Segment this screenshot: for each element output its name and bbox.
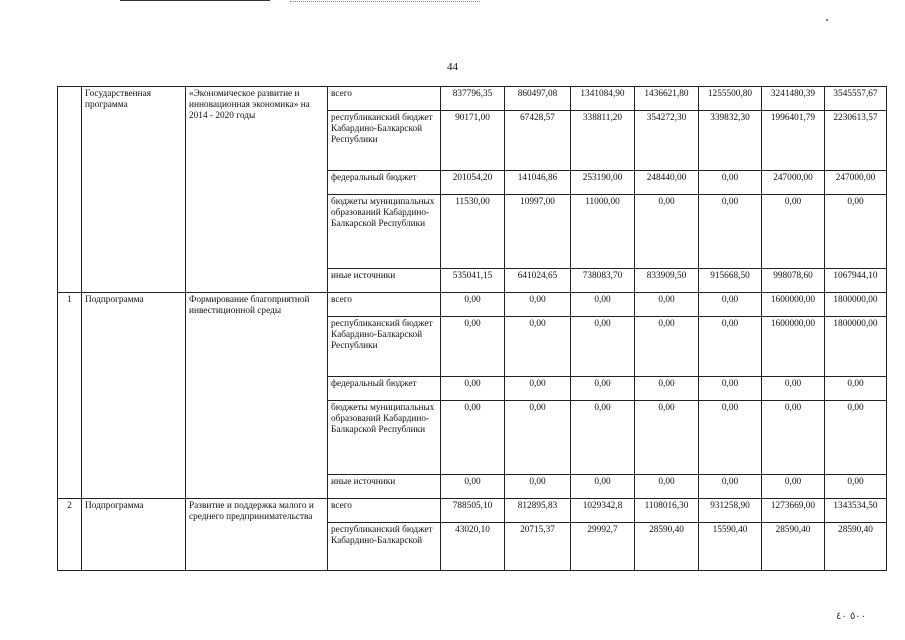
- amount-cell: 0,00: [825, 401, 887, 475]
- amount-cell: 0,00: [571, 377, 635, 401]
- amount-cell: 833909,50: [635, 269, 699, 293]
- amount-cell: 535041,15: [441, 269, 505, 293]
- amount-cell: 0,00: [505, 377, 571, 401]
- amount-cell: 0,00: [699, 195, 762, 269]
- amount-cell: 1800000,00: [825, 293, 887, 317]
- amount-cell: 0,00: [825, 475, 887, 499]
- amount-cell: 0,00: [762, 401, 825, 475]
- table-row: [58, 499, 887, 523]
- amount-cell: 860497,08: [505, 87, 571, 111]
- block-number: 2: [58, 499, 82, 571]
- amount-cell: 915668,50: [699, 269, 762, 293]
- funding-source: федеральный бюджет: [328, 377, 441, 401]
- funding-source: всего: [328, 87, 441, 111]
- amount-cell: 0,00: [825, 195, 887, 269]
- amount-cell: 0,00: [699, 377, 762, 401]
- amount-cell: 0,00: [635, 195, 699, 269]
- amount-cell: 20715,37: [505, 523, 571, 571]
- amount-cell: 0,00: [635, 293, 699, 317]
- handwritten-mark: ٥٠٠ ٤٠: [836, 611, 867, 622]
- funding-source: всего: [328, 293, 441, 317]
- amount-cell: 354272,30: [635, 111, 699, 171]
- amount-cell: 201054,20: [441, 171, 505, 195]
- amount-cell: 788505,10: [441, 499, 505, 523]
- amount-cell: 0,00: [699, 317, 762, 377]
- amount-cell: 738083,70: [571, 269, 635, 293]
- amount-cell: 0,00: [762, 475, 825, 499]
- amount-cell: 0,00: [635, 475, 699, 499]
- amount-cell: 90171,00: [441, 111, 505, 171]
- amount-cell: 0,00: [699, 475, 762, 499]
- amount-cell: 0,00: [441, 475, 505, 499]
- amount-cell: 0,00: [825, 377, 887, 401]
- funding-source: республиканский бюджет Кабардино-Балкарской: [328, 523, 441, 571]
- page-number: 44: [447, 61, 458, 73]
- amount-cell: 11530,00: [441, 195, 505, 269]
- amount-cell: 0,00: [635, 317, 699, 377]
- amount-cell: 338811,20: [571, 111, 635, 171]
- amount-cell: 812895,83: [505, 499, 571, 523]
- amount-cell: 0,00: [571, 401, 635, 475]
- amount-cell: 0,00: [762, 195, 825, 269]
- amount-cell: 931258,90: [699, 499, 762, 523]
- funding-table: [57, 86, 887, 571]
- amount-cell: 0,00: [635, 377, 699, 401]
- amount-cell: 67428,57: [505, 111, 571, 171]
- amount-cell: 0,00: [571, 475, 635, 499]
- amount-cell: 247000,00: [825, 171, 887, 195]
- speck: [826, 19, 828, 21]
- amount-cell: 0,00: [505, 317, 571, 377]
- amount-cell: 15590,40: [699, 523, 762, 571]
- amount-cell: 1800000,00: [825, 317, 887, 377]
- funding-source: иные источники: [328, 475, 441, 499]
- amount-cell: 1273669,00: [762, 499, 825, 523]
- block-name: Развитие и поддержка малого и среднего предпринимательства: [186, 499, 328, 571]
- amount-cell: 141046,86: [505, 171, 571, 195]
- funding-source: республиканский бюджет Кабардино-Балкарской Республики: [328, 111, 441, 171]
- amount-cell: 0,00: [699, 171, 762, 195]
- amount-cell: 1029342,8: [571, 499, 635, 523]
- funding-source: иные источники: [328, 269, 441, 293]
- amount-cell: 1255500,80: [699, 87, 762, 111]
- amount-cell: 1436621,80: [635, 87, 699, 111]
- block-name: Формирование благоприятной инвестиционной среды: [186, 293, 328, 499]
- amount-cell: 43020,10: [441, 523, 505, 571]
- block-type: Подпрограмма: [82, 293, 186, 499]
- amount-cell: 11000,00: [571, 195, 635, 269]
- amount-cell: 1996401,79: [762, 111, 825, 171]
- header-rule: [120, 0, 270, 2]
- funding-source: бюджеты муниципальных образований Кабардино-Балкарской Республики: [328, 401, 441, 475]
- amount-cell: 1067944,10: [825, 269, 887, 293]
- amount-cell: 641024,65: [505, 269, 571, 293]
- amount-cell: 28590,40: [762, 523, 825, 571]
- amount-cell: 0,00: [505, 475, 571, 499]
- amount-cell: 0,00: [505, 293, 571, 317]
- block-name: «Экономическое развитие и инновационная экономика» на 2014 - 2020 годы: [186, 87, 328, 293]
- block-type: Государственная программа: [82, 87, 186, 293]
- block-number: [58, 87, 82, 293]
- amount-cell: 28590,40: [635, 523, 699, 571]
- amount-cell: 0,00: [762, 377, 825, 401]
- amount-cell: 253190,00: [571, 171, 635, 195]
- amount-cell: 1600000,00: [762, 317, 825, 377]
- amount-cell: 0,00: [441, 317, 505, 377]
- header-dotted-rule: [290, 1, 480, 2]
- amount-cell: 339832,30: [699, 111, 762, 171]
- funding-source: республиканский бюджет Кабардино-Балкарской Республики: [328, 317, 441, 377]
- amount-cell: 0,00: [635, 401, 699, 475]
- amount-cell: 0,00: [699, 401, 762, 475]
- amount-cell: 1343534,50: [825, 499, 887, 523]
- funding-source: федеральный бюджет: [328, 171, 441, 195]
- amount-cell: 0,00: [505, 401, 571, 475]
- amount-cell: 29992,7: [571, 523, 635, 571]
- table-row: [58, 87, 887, 111]
- amount-cell: 1341084,90: [571, 87, 635, 111]
- amount-cell: 1600000,00: [762, 293, 825, 317]
- amount-cell: 0,00: [441, 377, 505, 401]
- amount-cell: 10997,00: [505, 195, 571, 269]
- amount-cell: 2230613,57: [825, 111, 887, 171]
- amount-cell: 248440,00: [635, 171, 699, 195]
- table-row: [58, 293, 887, 317]
- amount-cell: 837796,35: [441, 87, 505, 111]
- amount-cell: 0,00: [699, 293, 762, 317]
- funding-source: бюджеты муниципальных образований Кабардино-Балкарской Республики: [328, 195, 441, 269]
- block-number: 1: [58, 293, 82, 499]
- funding-source: всего: [328, 499, 441, 523]
- amount-cell: 0,00: [441, 293, 505, 317]
- amount-cell: 247000,00: [762, 171, 825, 195]
- amount-cell: 1108016,30: [635, 499, 699, 523]
- amount-cell: 3241480,39: [762, 87, 825, 111]
- amount-cell: 3545557,67: [825, 87, 887, 111]
- amount-cell: 28590,40: [825, 523, 887, 571]
- amount-cell: 998078,60: [762, 269, 825, 293]
- amount-cell: 0,00: [571, 317, 635, 377]
- amount-cell: 0,00: [571, 293, 635, 317]
- amount-cell: 0,00: [441, 401, 505, 475]
- block-type: Подпрограмма: [82, 499, 186, 571]
